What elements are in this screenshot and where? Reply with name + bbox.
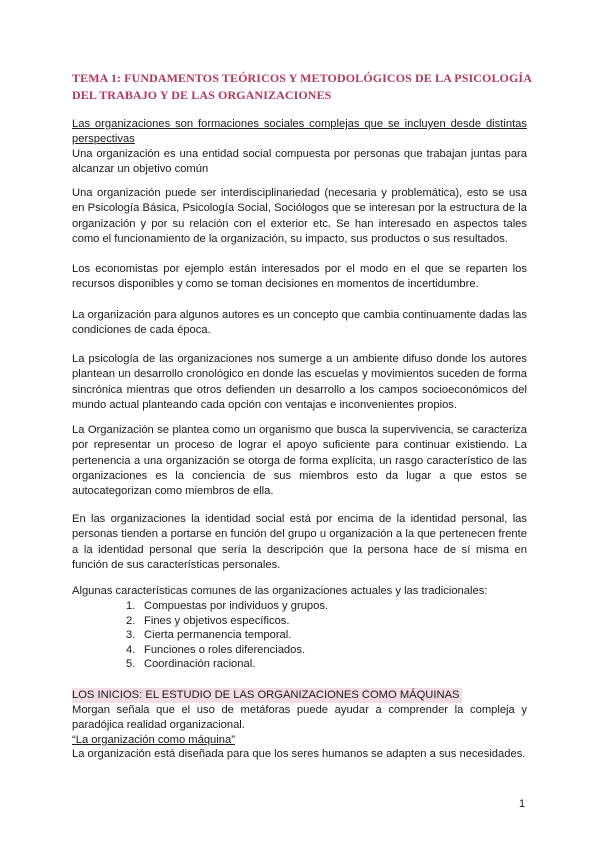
paragraph-concept: La organización para algunos autores es un concepto que cambia continuamente dadas las condiciones de cada época. (72, 309, 527, 337)
page-number: 1 (519, 798, 526, 810)
paragraph-interdisciplinary: Una organización puede ser interdisciplinariedad (necesaria y problemática), esto se usa en Psicología Básica, Psicología Social, Sociólogos que se interesan por la estructura de la organización y por su relación con el exterior etc. Se han interesado en aspectos tales como el funcionamiento de la organización, su impacto, sus productos o sus resultados. (72, 187, 527, 245)
intro-underlined: Las organizaciones son formaciones sociales complejas que se incluyen desde distintas perspectivas (72, 118, 527, 146)
section-heading: LOS INICIOS: EL ESTUDIO DE LAS ORGANIZACIONES COMO MÁQUINAS (72, 689, 460, 701)
paragraph-identity: En las organizaciones la identidad social está por encima de la identidad personal, las personas tienden a portarse en función del grupo u organización a la que pertenecen frente a la identidad personal que sería la descripción que la persona hace de sí misma en función de sus características personales. (72, 513, 527, 571)
paragraph-organism: La Organización se plantea como un organismo que busca la supervivencia, se caracteriza por representar un proceso de lograr el apoyo suficiente para continuar existiendo. La pertenencia a una organización se otorga de forma explícita, un rasgo característico de las organizaciones es la conciencia de sus miembros esto da lugar a que estos se autocategorizan como miembros de ella. (72, 424, 527, 498)
intro-text: Una organización es una entidad social compuesta por personas que trabajan juntas para alcanzar un objetivo común (72, 148, 527, 176)
paragraph-psychology: La psicología de las organizaciones nos sumerge a un ambiente difuso donde los autores plantean un desarrollo cronológico en donde las escuelas y movimientos suceden de forma sincrónica mientras que otros defienden un desarrollo a los campos socioeconómicos del mundo actual planteando cada opción con ventajas e inconvenientes propios. (72, 353, 527, 411)
subheading: “La organización como máquina” (72, 734, 235, 746)
section-text: Morgan señala que el uso de metáforas puede ayudar a comprender la compleja y paradójica realidad organizacional. (72, 704, 527, 732)
list-item: 4. Funciones o roles diferenciados. (126, 643, 306, 656)
list-item: 1. Compuestas por individuos y grupos. (126, 600, 329, 612)
list-item: 2. Fines y objetivos específicos. (126, 614, 290, 627)
document-title: TEMA 1: FUNDAMENTOS TEÓRICOS Y METODOLÓGICOS DE LA PSICOLOGÍA DEL TRABAJO Y DE LAS ORGANIZACIONES (72, 71, 532, 102)
paragraph-characteristics: Algunas características comunes de las organizaciones actuales y las tradicionales: (72, 585, 488, 597)
paragraph-economists: Los economistas por ejemplo están interesados por el modo en el que se reparten los recursos disponibles y como se toman decisiones en momentos de incertidumbre. (72, 263, 527, 291)
characteristics-list (126, 599, 328, 672)
list-item: 5. Coordinación racional. (126, 658, 256, 671)
subheading-text: La organización está diseñada para que los seres humanos se adapten a sus necesidades. (72, 748, 526, 760)
list-item: 3. Cierta permanencia temporal. (126, 629, 292, 642)
